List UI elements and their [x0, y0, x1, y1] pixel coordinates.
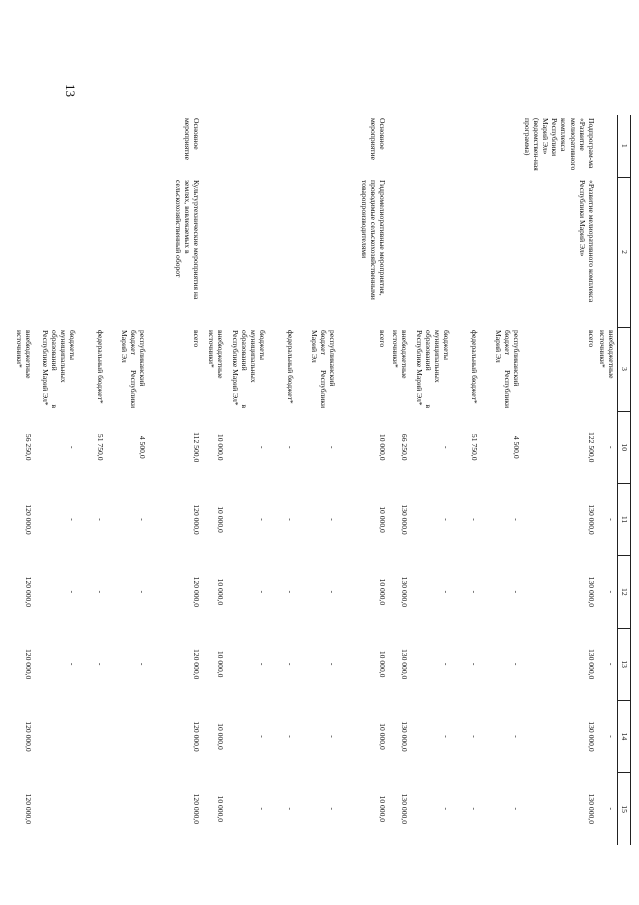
program-type-cell: [106, 115, 148, 177]
amount-cell: -: [607, 445, 616, 449]
amount-cell: 130 000,0: [586, 648, 596, 680]
program-type-cell: Основное мероприятие: [182, 118, 201, 160]
program-type-cell: Подпрограм-ма «Развитие мелиоративного комплекса Республики Марий Эл» (ведомствен-ная программа): [523, 118, 596, 171]
amount-cell: -: [257, 807, 267, 811]
program-type-cell: [202, 115, 226, 177]
header-cell: 11: [618, 483, 631, 555]
amount-cell: 4 500,0: [137, 435, 147, 459]
table-row: [452, 115, 480, 845]
header-cell: 15: [618, 773, 631, 845]
amount-cell: -: [469, 518, 479, 521]
amount-cell: [34, 773, 78, 845]
amount-cell: 120 000,0: [23, 721, 33, 752]
page-number-text: 13: [63, 84, 78, 97]
amount-cell: 120 000,0: [23, 648, 33, 680]
amount-cell: 112 500,0: [191, 432, 201, 463]
amount-cell: -: [327, 662, 337, 666]
amount-cell: [34, 700, 78, 772]
header-cell: 1: [618, 115, 631, 177]
program-name-cell: [388, 177, 410, 327]
table-row: [148, 115, 202, 845]
amount-cell: -: [327, 518, 337, 521]
amount-cell: -: [285, 445, 295, 449]
amount-cell: [78, 773, 106, 845]
amount-cell: -: [327, 445, 337, 449]
program-name-cell: [480, 177, 522, 327]
amount-cell: -: [285, 807, 295, 811]
program-name-cell: [34, 177, 78, 327]
table-row: [78, 115, 106, 845]
table-row: [410, 115, 452, 845]
amount-cell: 130 000,0: [586, 576, 596, 608]
amount-cell: -: [607, 590, 616, 594]
budget-table-rotated: [14, 115, 631, 845]
funding-source-cell: бюджеты муниципальных образований в Республике Марий Эл*: [40, 330, 77, 409]
amount-cell: 10 000,0: [215, 506, 225, 533]
amount-cell: -: [607, 518, 616, 521]
table-row: [338, 115, 388, 845]
amount-cell: -: [607, 735, 616, 738]
funding-source-cell: бюджеты муниципальных образований в Республике Марий Эл*: [414, 330, 451, 409]
program-type-cell: [296, 115, 338, 177]
header-cell: 13: [618, 628, 631, 700]
program-name-cell: [452, 177, 480, 327]
table-row: [480, 115, 522, 845]
header-cell: 14: [618, 700, 631, 772]
amount-cell: -: [469, 807, 479, 811]
amount-cell: -: [441, 662, 451, 666]
amount-cell: -: [285, 518, 295, 521]
amount-cell: -: [67, 445, 77, 449]
amount-cell: 130 000,0: [399, 721, 409, 752]
amount-cell: -: [327, 735, 337, 738]
amount-cell: 4 500,0: [511, 435, 521, 459]
header-cell: 12: [618, 556, 631, 628]
table-row: [226, 115, 268, 845]
table-row: [388, 115, 410, 845]
amount-cell: -: [137, 590, 147, 594]
amount-cell: -: [607, 807, 616, 811]
amount-cell: -: [137, 662, 147, 666]
amount-cell: -: [95, 662, 105, 666]
amount-cell: 120 000,0: [191, 721, 201, 752]
program-type-cell: [480, 115, 522, 177]
amount-cell: -: [511, 518, 521, 521]
amount-cell: 120 000,0: [23, 793, 33, 824]
table-row: [34, 115, 78, 845]
amount-cell: 130 000,0: [399, 576, 409, 608]
budget-table: [14, 115, 631, 845]
amount-cell: -: [441, 807, 451, 811]
program-name-cell: «Развитие мелиоративного комплекса Республики Марий Эл»: [577, 180, 596, 303]
program-name-cell: [202, 177, 226, 327]
amount-cell: 10 000,0: [377, 723, 387, 750]
amount-cell: 130 000,0: [586, 504, 596, 535]
funding-source-cell: внебюджетные источники*: [390, 330, 409, 379]
table-row: [106, 115, 148, 845]
amount-cell: -: [257, 662, 267, 666]
amount-cell: 120 000,0: [191, 648, 201, 680]
funding-source-cell: федеральный бюджет*: [95, 330, 105, 404]
amount-cell: 56 250,0: [23, 433, 33, 461]
header-cell: 3: [618, 327, 631, 411]
amount-cell: 10 000,0: [377, 650, 387, 678]
program-name-cell: [226, 177, 268, 327]
program-type-cell: [268, 115, 296, 177]
amount-cell: -: [95, 518, 105, 521]
amount-cell: -: [441, 518, 451, 521]
funding-source-cell: республиканский бюджет Республики Марий Эл: [493, 330, 521, 409]
amount-cell: -: [441, 735, 451, 738]
funding-source-cell: республиканский бюджет Республики Марий Эл: [309, 330, 337, 409]
program-type-cell: [78, 115, 106, 177]
amount-cell: -: [95, 590, 105, 594]
program-name-cell: [410, 177, 452, 327]
amount-cell: 130 000,0: [586, 793, 596, 824]
funding-source-cell: всего: [586, 330, 596, 348]
amount-cell: -: [441, 590, 451, 594]
funding-source-cell: внебюджетные источники*: [206, 330, 225, 379]
amount-cell: -: [511, 807, 521, 811]
amount-cell: -: [257, 518, 267, 521]
funding-source-cell: федеральный бюджет*: [285, 330, 295, 404]
amount-cell: 122 500,0: [586, 432, 596, 463]
amount-cell: -: [511, 735, 521, 738]
program-type-cell: [34, 115, 78, 177]
header-cell: 2: [618, 177, 631, 327]
amount-cell: -: [511, 662, 521, 666]
funding-source-cell: внебюджетные источники*: [597, 330, 616, 379]
amount-cell: 10 000,0: [377, 795, 387, 823]
amount-cell: -: [67, 590, 77, 594]
amount-cell: 10 000,0: [215, 795, 225, 823]
program-name-cell: [597, 177, 618, 327]
program-type-cell: [452, 115, 480, 177]
table-row: [522, 115, 597, 845]
amount-cell: 66 250,0: [399, 433, 409, 461]
amount-cell: -: [469, 735, 479, 738]
amount-cell: -: [285, 662, 295, 666]
amount-cell: 51 750,0: [95, 433, 105, 461]
program-name-cell: [296, 177, 338, 327]
amount-cell: [78, 700, 106, 772]
amount-cell: -: [607, 662, 616, 666]
amount-cell: 10 000,0: [215, 578, 225, 606]
table-row: [597, 115, 618, 845]
amount-cell: -: [285, 735, 295, 738]
amount-cell: -: [469, 590, 479, 594]
amount-cell: -: [257, 590, 267, 594]
program-type-cell: [388, 115, 410, 177]
program-name-cell: [268, 177, 296, 327]
amount-cell: -: [285, 590, 295, 594]
amount-cell: 10 000,0: [215, 433, 225, 461]
funding-source-cell: внебюджетные источники*: [14, 330, 33, 379]
amount-cell: 120 000,0: [191, 576, 201, 608]
amount-cell: -: [257, 445, 267, 449]
program-type-cell: Основное мероприятие: [368, 118, 387, 160]
amount-cell: -: [67, 662, 77, 666]
table-header-row: [618, 115, 631, 845]
amount-cell: -: [511, 590, 521, 594]
funding-source-cell: всего: [191, 330, 201, 348]
table-row: [296, 115, 338, 845]
program-name-cell: Культуртехнические мероприятия на землях, вовлекаемых в сельскохозяйственный оборот: [173, 180, 201, 300]
amount-cell: [106, 773, 148, 845]
amount-cell: 130 000,0: [399, 648, 409, 680]
funding-source-cell: бюджеты муниципальных образований в Республике Марий Эл*: [230, 330, 267, 409]
amount-cell: -: [137, 518, 147, 521]
program-type-cell: [14, 115, 34, 177]
amount-cell: 130 000,0: [399, 793, 409, 824]
amount-cell: 10 000,0: [215, 650, 225, 678]
amount-cell: 10 000,0: [377, 578, 387, 606]
amount-cell: -: [469, 662, 479, 666]
amount-cell: -: [327, 807, 337, 811]
amount-cell: 51 750,0: [469, 433, 479, 461]
program-type-cell: [597, 115, 618, 177]
header-cell: 10: [618, 411, 631, 483]
table-body: [14, 115, 618, 845]
amount-cell: 120 000,0: [23, 576, 33, 608]
amount-cell: -: [327, 590, 337, 594]
program-type-cell: [410, 115, 452, 177]
amount-cell: 130 000,0: [586, 721, 596, 752]
table-row: [202, 115, 226, 845]
program-name-cell: [14, 177, 34, 327]
amount-cell: -: [257, 735, 267, 738]
amount-cell: 10 000,0: [377, 433, 387, 461]
program-name-cell: [106, 177, 148, 327]
funding-source-cell: федеральный бюджет*: [469, 330, 479, 404]
amount-cell: [106, 700, 148, 772]
amount-cell: 10 000,0: [377, 506, 387, 533]
amount-cell: 120 000,0: [191, 793, 201, 824]
amount-cell: 120 000,0: [23, 504, 33, 535]
amount-cell: -: [67, 518, 77, 521]
amount-cell: 130 000,0: [399, 504, 409, 535]
program-name-cell: [78, 177, 106, 327]
program-name-cell: Гидромелиоративные мероприятия, проводимые сельскохозяйственными товаропроизводителями: [359, 180, 387, 300]
amount-cell: 10 000,0: [215, 723, 225, 750]
table-row: [268, 115, 296, 845]
funding-source-cell: республиканский бюджет Республики Марий Эл: [119, 330, 147, 409]
table-row: [14, 115, 34, 845]
program-type-cell: [226, 115, 268, 177]
funding-source-cell: всего: [377, 330, 387, 348]
amount-cell: -: [441, 445, 451, 449]
amount-cell: 120 000,0: [191, 504, 201, 535]
